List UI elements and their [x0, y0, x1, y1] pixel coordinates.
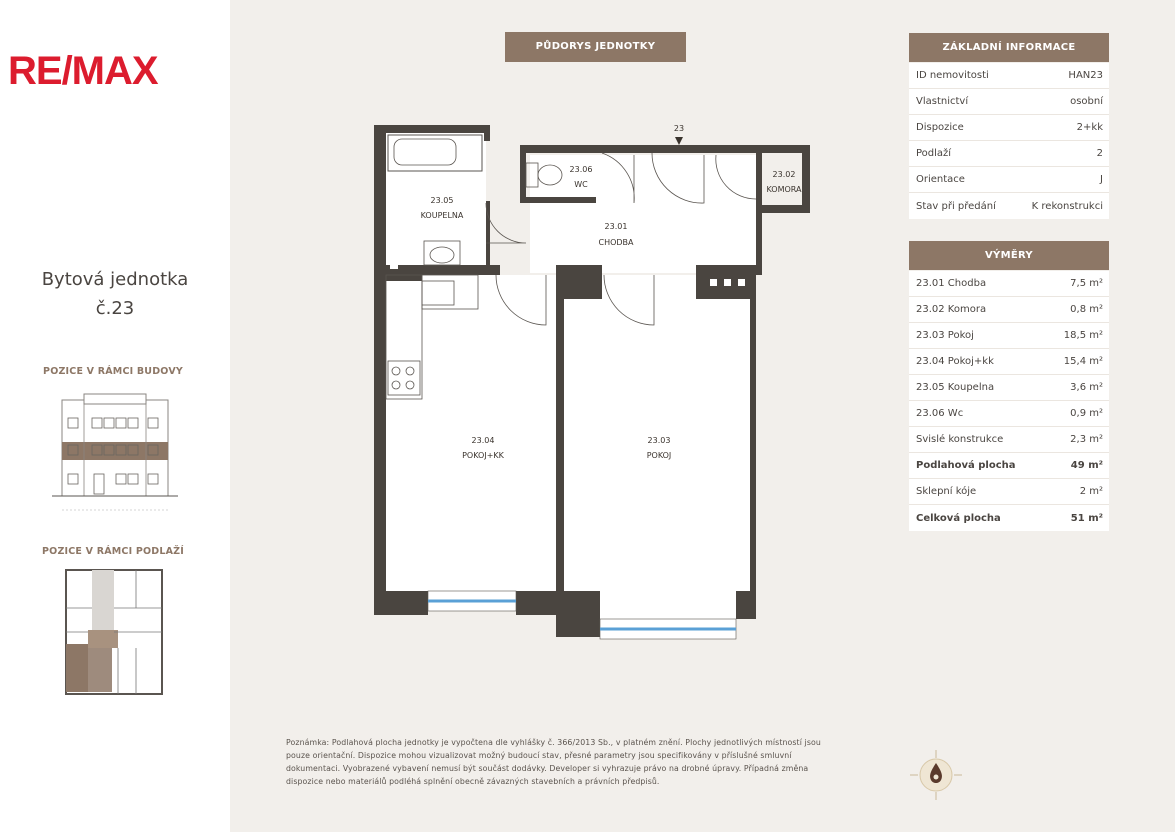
- area-value: 2,3 m²: [1070, 434, 1103, 445]
- unit-title: [0, 265, 230, 323]
- info-value: J: [1100, 174, 1103, 185]
- info-value: 2+kk: [1076, 122, 1103, 133]
- area-label: Celková plocha: [916, 512, 1001, 524]
- info-row-orientation: [909, 167, 1109, 193]
- note-line: dispozice nebo materiálů podléhá splnění obecně závazných stavebních a právních předpisů.: [286, 777, 660, 786]
- area-label: 23.06 Wc: [916, 408, 964, 419]
- disclaimer-note: [286, 736, 861, 788]
- room-code-2301: 23.01: [604, 222, 628, 231]
- area-value: 15,4 m²: [1063, 356, 1103, 367]
- unit-title-line1: Bytová jednotka: [41, 269, 189, 290]
- building-position-label: POZICE V RÁMCI BUDOVY: [43, 366, 183, 377]
- info-value: HAN23: [1068, 70, 1103, 81]
- area-label: Sklepní kóje: [916, 486, 977, 497]
- note-line: pouze orientační. Dispozice mohou vizualizovat možný budoucí stav, přesné parametry jsou specifikovány v příslušné smluvní: [286, 751, 792, 760]
- area-row: [909, 375, 1109, 401]
- room-code-2303: 23.03: [647, 436, 671, 445]
- note-line: dokumentaci. Vyobrazené vybavení nemusí být součást dodávky. Developer si vyhrazuje právo na drobné úpravy. Případná změna: [286, 764, 809, 773]
- room-name-2304: POKOJ+KK: [462, 451, 504, 460]
- info-value: osobní: [1070, 96, 1103, 107]
- area-row: [909, 479, 1109, 505]
- area-label: 23.04 Pokoj+kk: [916, 356, 994, 367]
- area-row-total-area: [909, 505, 1109, 531]
- area-value: 0,9 m²: [1070, 408, 1103, 419]
- area-row: [909, 349, 1109, 375]
- basic-info-table: [909, 63, 1109, 219]
- area-value: 49 m²: [1070, 460, 1103, 471]
- floor-thumbnail: [62, 568, 166, 696]
- area-label: 23.02 Komora: [916, 304, 987, 315]
- info-label: Stav při předání: [916, 200, 996, 212]
- area-value: 51 m²: [1070, 512, 1103, 524]
- areas-heading: VÝMĚRY: [909, 241, 1109, 270]
- info-label: Podlaží: [916, 148, 952, 159]
- area-label: 23.03 Pokoj: [916, 330, 974, 341]
- room-name-2302: KOMORA: [766, 185, 802, 194]
- area-row: [909, 297, 1109, 323]
- note-line: Poznámka: Podlahová plocha jednotky je vypočtena dle vyhlášky č. 366/2013 Sb., v platném znění. Plochy jednotlivých místností jsou: [286, 738, 821, 747]
- room-name-2301: CHODBA: [598, 238, 634, 247]
- room-code-2304: 23.04: [471, 436, 495, 445]
- compass-icon: [910, 748, 962, 802]
- area-value: 3,6 m²: [1070, 382, 1103, 393]
- info-label: Dispozice: [916, 122, 964, 133]
- info-value: K rekonstrukci: [1031, 200, 1103, 212]
- info-label: ID nemovitosti: [916, 70, 989, 81]
- info-row-layout: [909, 115, 1109, 141]
- room-name-2306: WC: [574, 180, 588, 189]
- info-label: Vlastnictví: [916, 96, 969, 107]
- area-value: 7,5 m²: [1070, 278, 1103, 289]
- area-label: Podlahová plocha: [916, 460, 1016, 471]
- area-label: Svislé konstrukce: [916, 434, 1004, 445]
- svg-text:RE/MAX: RE/MAX: [8, 49, 158, 90]
- info-value: 2: [1096, 148, 1103, 159]
- info-row-id: [909, 63, 1109, 89]
- info-row-condition: [909, 193, 1109, 219]
- areas-table: [909, 271, 1109, 531]
- room-name-2305: KOUPELNA: [420, 211, 464, 220]
- plan-heading: PŮDORYS JEDNOTKY: [505, 32, 686, 62]
- area-row: [909, 271, 1109, 297]
- area-value: 0,8 m²: [1070, 304, 1103, 315]
- basic-info-heading: ZÁKLADNÍ INFORMACE: [909, 33, 1109, 62]
- left-panel: [0, 0, 230, 832]
- area-row-floor-area: [909, 453, 1109, 479]
- info-row-ownership: [909, 89, 1109, 115]
- area-value: 18,5 m²: [1063, 330, 1103, 341]
- info-row-floor: [909, 141, 1109, 167]
- area-row: [909, 323, 1109, 349]
- unit-title-line2: č.23: [95, 298, 135, 319]
- area-row: [909, 427, 1109, 453]
- area-label: 23.05 Koupelna: [916, 382, 995, 393]
- area-row: [909, 401, 1109, 427]
- building-thumbnail: [50, 388, 180, 514]
- room-name-2303: POKOJ: [646, 451, 672, 460]
- info-label: Orientace: [916, 174, 965, 185]
- room-code-2306: 23.06: [569, 165, 593, 174]
- room-code-2305: 23.05: [430, 196, 454, 205]
- floor-position-label: POZICE V RÁMCI PODLAŽÍ: [42, 546, 184, 557]
- area-label: 23.01 Chodba: [916, 278, 987, 289]
- room-code-2302: 23.02: [772, 170, 796, 179]
- unit-number-label: 23: [673, 124, 685, 133]
- area-value: 2 m²: [1079, 486, 1103, 497]
- remax-logo: [8, 48, 190, 90]
- floor-plan: [370, 115, 830, 655]
